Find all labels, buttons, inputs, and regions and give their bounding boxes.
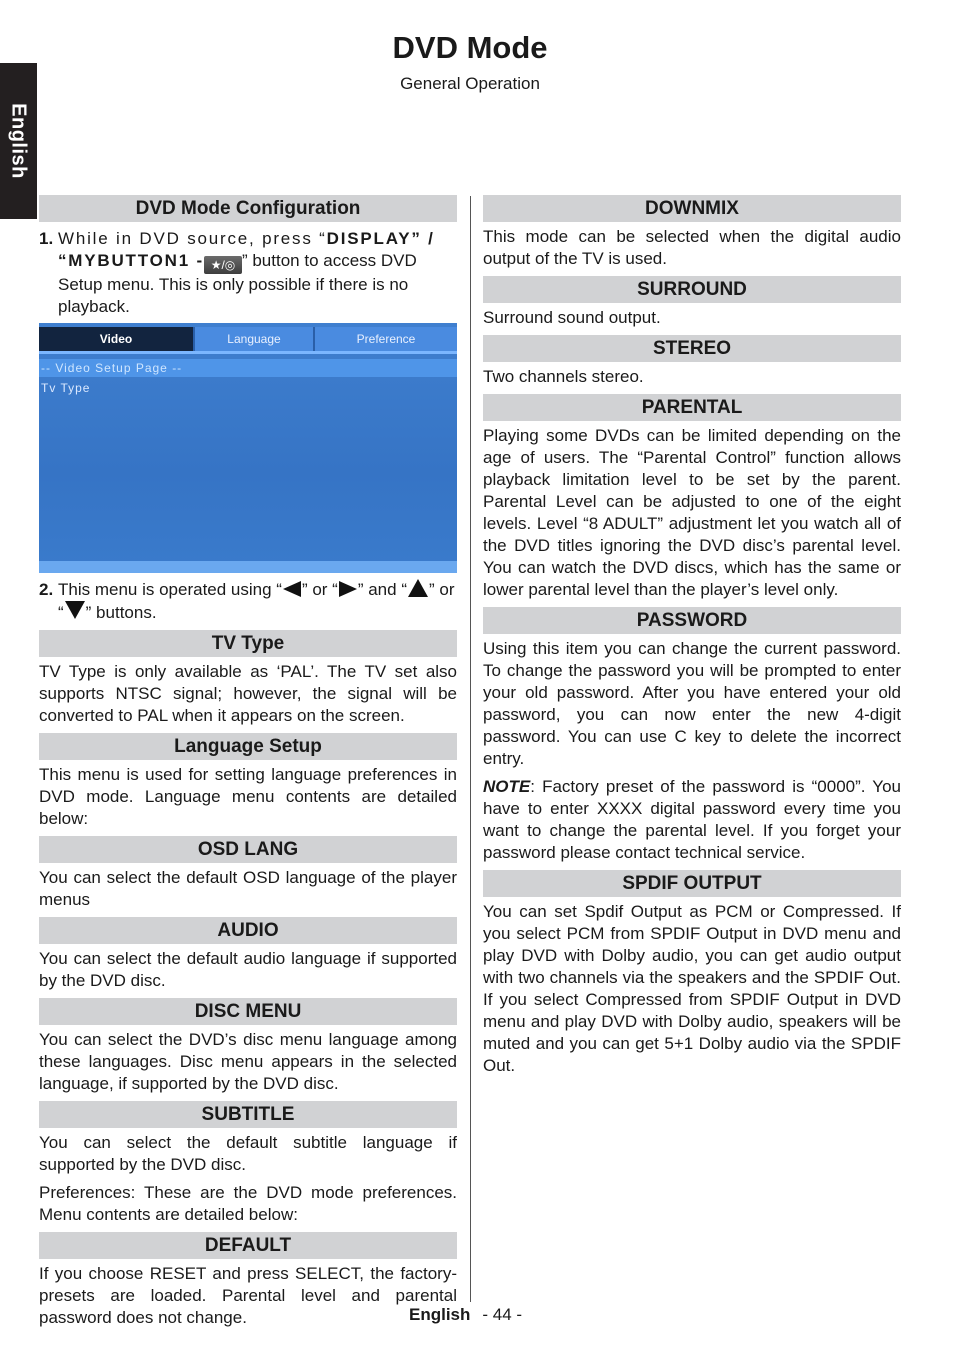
section-header-spdif-output: SPDIF OUTPUT — [483, 870, 901, 897]
section-header-downmix: DOWNMIX — [483, 195, 901, 222]
right-column — [483, 195, 901, 1077]
note-text: : Factory preset of the password is “0000”. You have to enter XXXX digital password every time you want to change the parental level. If you forget your password please contact technical service. — [483, 777, 901, 862]
menu-bottom-bar — [39, 561, 457, 573]
downmix-text: This mode can be selected when the digital audio output of the TV is used. — [483, 227, 901, 268]
section-header-dvd-config: DVD Mode Configuration — [39, 195, 457, 222]
step-2-text-d: ” or “ — [58, 580, 455, 622]
menu-item-tv-type: Tv Type — [41, 381, 91, 395]
section-header-parental: PARENTAL — [483, 394, 901, 421]
audio-text: You can select the default audio language if supported by the DVD disc. — [39, 949, 457, 990]
section-header-tv-type: TV Type — [39, 630, 457, 657]
spdif-output-text: You can set Spdif Output as PCM or Compressed. If you select PCM from SPDIF Output in DVD menu and play DVD with Dolby audio, you can get audio output with two channels via the speakers and the SPDIF Out. If you select Compressed from SPDIF Output in DVD menu and play DVD with Dolby audio, speakers will be muted and you can get 5+1 Dolby audio via the SPDIF Out. — [483, 902, 901, 1075]
language-side-tab — [0, 63, 37, 219]
section-header-password: PASSWORD — [483, 607, 901, 634]
step-2-text-c: ” and “ — [357, 580, 407, 599]
page-number: - 44 - — [482, 1305, 523, 1324]
arrow-down-icon — [65, 601, 85, 619]
step-2-text-e: ” buttons. — [85, 603, 157, 622]
parental-text: Playing some DVDs can be limited depending on the age of users. The “Parental Control” function allows playback limitation level to be set by the parent. Parental Level can be adjusted to one of the eight levels. Level “8 ADULT” adjustment let you watch all of the DVD titles ignoring the DVD disc’s parental level. You can watch the DVD discs, which has the same or lower parental level than the player’s level only. — [483, 426, 901, 599]
menu-page-label: -- Video Setup Page -- — [39, 359, 457, 377]
menu-tab-language: Language — [195, 327, 315, 351]
footer-language: English — [409, 1305, 471, 1324]
arrow-left-icon — [283, 581, 301, 597]
surround-text: Surround sound output. — [483, 308, 661, 327]
menu-tab-underline — [39, 351, 457, 354]
step-2-text-b: ” or “ — [301, 580, 338, 599]
default-text: If you choose RESET and press SELECT, the factory-presets are loaded. Parental level and parental password does not change. — [39, 1264, 457, 1327]
preferences-text: Preferences: These are the DVD mode preferences. Menu contents are detailed below: — [39, 1183, 457, 1224]
section-header-disc-menu: DISC MENU — [39, 998, 457, 1025]
language-setup-text: This menu is used for setting language preferences in DVD mode. Language menu contents are detailed below: — [39, 765, 457, 828]
osd-lang-text: You can select the default OSD language of the player menus — [39, 868, 457, 909]
mybutton-icon: ★/◎ — [204, 256, 242, 274]
section-header-language-setup: Language Setup — [39, 733, 457, 760]
step-1-text-a: While in DVD source, press “ — [58, 229, 327, 248]
section-header-osd-lang: OSD LANG — [39, 836, 457, 863]
subtitle-text: You can select the default subtitle language if supported by the DVD disc. — [39, 1133, 457, 1174]
step-1-text-b: ” button to access DVD Setup menu. This is only possible if there is no playback. — [58, 251, 417, 316]
section-header-subtitle: SUBTITLE — [39, 1101, 457, 1128]
step-2-text-a: This menu is operated using “ — [58, 580, 282, 599]
password-text: Using this item you can change the current password. To change the password you will be prompted to enter your old password. After you have entered your old password, you can now enter the new 4-digit password. You can use C key to delete the incorrect entry. — [483, 639, 901, 768]
disc-menu-text: You can select the DVD’s disc menu language among these languages. Disc menu appears in the selected language, if supported by the DVD disc. — [39, 1030, 457, 1093]
arrow-up-icon — [408, 579, 428, 597]
section-header-audio: AUDIO — [39, 917, 457, 944]
password-note — [483, 776, 901, 864]
left-column — [39, 195, 457, 1329]
menu-tabs — [39, 327, 457, 351]
menu-tab-preference: Preference — [315, 327, 457, 351]
page-subtitle: General Operation — [400, 74, 540, 93]
side-tab-label: English — [7, 103, 30, 179]
display-button-label: DISPLAY” / “MYBUTTON1 - — [58, 229, 435, 270]
step-1 — [39, 228, 457, 318]
column-divider — [470, 196, 471, 1302]
section-header-default: DEFAULT — [39, 1232, 457, 1259]
section-header-stereo: STEREO — [483, 335, 901, 362]
menu-tab-video: Video — [39, 327, 195, 351]
arrow-right-icon — [339, 581, 357, 597]
section-header-surround: SURROUND — [483, 276, 901, 303]
stereo-text: Two channels stereo. — [483, 367, 644, 386]
step-2 — [39, 579, 457, 624]
step-2-number: 2. — [39, 580, 54, 599]
page-footer — [409, 1305, 522, 1325]
page-title: DVD Mode — [392, 30, 548, 65]
step-1-number: 1. — [39, 229, 54, 248]
dvd-setup-menu-screenshot — [39, 323, 457, 573]
tv-type-text: TV Type is only available as ‘PAL’. The TV set also supports NTSC signal; however, the signal will be converted to PAL when it appears on the screen. — [39, 662, 457, 725]
note-label: NOTE — [483, 777, 531, 796]
